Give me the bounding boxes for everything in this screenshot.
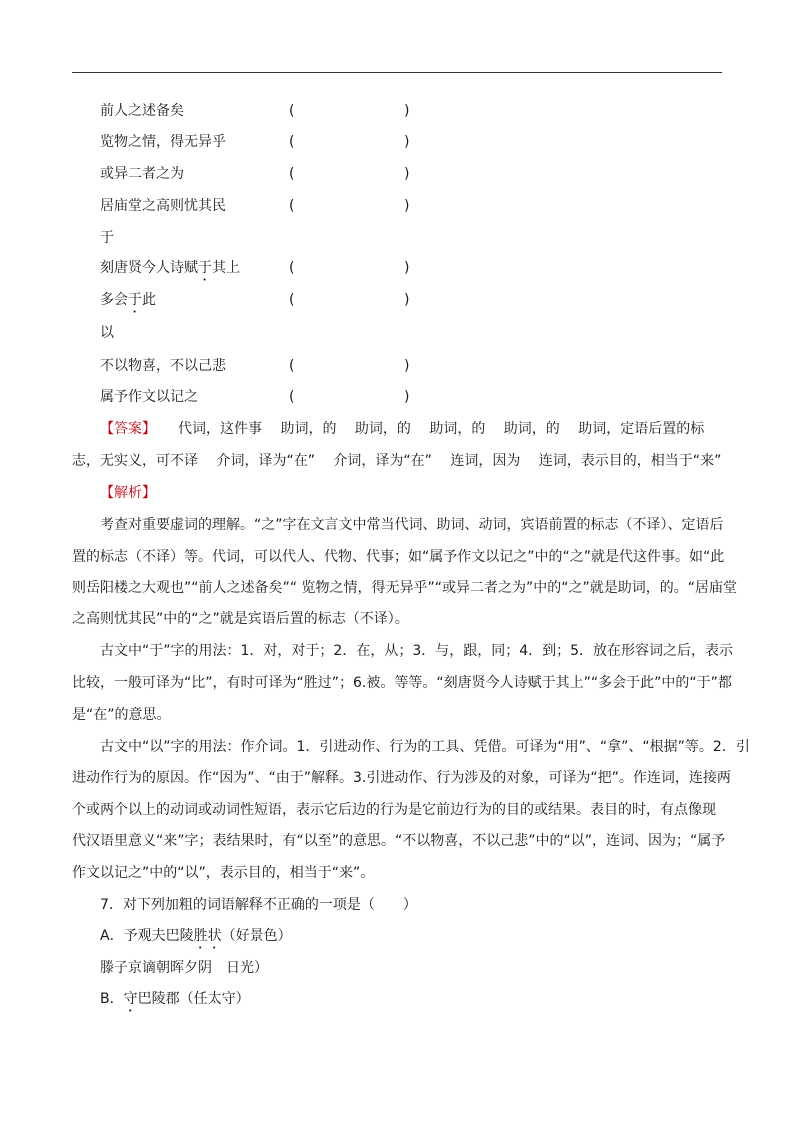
option-dotted-word: 守: [123, 991, 138, 1007]
option-dotted-word: 胜状: [193, 928, 222, 944]
analysis-p2-line: 古文中“于”字的用法：1．对，对于；2．在，从；3．与，跟，同；4．到；5．放在形容词之后，表示: [100, 643, 734, 659]
blank-close: ): [404, 358, 410, 374]
answer-text: 代词，这件事 助词，的 助词，的 助词，的 助词，的 助词，定语后置的标: [178, 421, 705, 437]
analysis-p3-line: 作文以记之”中的“以”，表示目的，相当于“来”。: [72, 865, 375, 881]
blank-open: (: [289, 358, 295, 374]
option-text: 巴陵郡（任太守）: [137, 991, 250, 1007]
item-dotted-char: 于: [128, 292, 142, 308]
analysis-p2-line: 比较，一般可译为“比”，有时可译为“胜过”；6.被。等等。“刻唐贤今人诗赋于其上”“多会于此”中的“于”都: [72, 675, 732, 691]
list-item: [100, 258, 240, 284]
option-b: [100, 989, 250, 1015]
item-text: 览物之情，得无异乎: [100, 134, 226, 150]
blank-open: (: [289, 166, 295, 182]
option-text: A．予观夫巴陵: [100, 928, 194, 944]
item-text: 或异二者之为: [100, 166, 184, 182]
group-heading: 以: [100, 325, 114, 341]
group-heading: 于: [100, 230, 114, 246]
blank-close: ): [404, 292, 410, 308]
item-text: 不以物喜，不以己悲: [100, 358, 226, 374]
item-dotted-char: 于: [198, 260, 212, 276]
list-item: [100, 101, 184, 121]
blank-open: (: [289, 292, 295, 308]
analysis-p2-line: 是“在”的意思。: [72, 707, 171, 723]
analysis-p3-line: 古文中“以”字的用法：作介词。1．引进动作、行为的工具、凭借。可译为“用”、“拿”、“根据”等。2．引: [100, 739, 750, 755]
analysis-p1-line: 置的标志（不译）等。代词，可以代人、代物、代事；如“属予作文以记之”中的“之”就是代这件事。如“此: [72, 549, 725, 565]
analysis-p3-line: 代汉语里意义“来”字；表结果时，有“以至”的意思。“不以物喜，不以己悲”中的“以”，连词、因为；“属予: [72, 833, 726, 849]
blank-close: ): [404, 166, 410, 182]
blank-open: (: [289, 389, 295, 405]
list-item: [100, 196, 226, 216]
item-text: 前人之述备矣: [100, 103, 184, 119]
item-text: 其上: [212, 260, 240, 276]
answer-line-1: [100, 419, 704, 439]
option-extra-line: 滕子京谪朝晖夕阴 日光）: [100, 960, 268, 976]
item-text: 刻唐贤今人诗赋: [100, 260, 198, 276]
option-text: （好景色）: [221, 928, 292, 944]
blank-open: (: [289, 260, 295, 276]
analysis-label: 【解析】: [100, 485, 156, 501]
analysis-p3-line: 个或两个以上的动词或动词性短语，表示它后边的行为是它前边行为的目的或结果。表目的时，有点像现: [72, 802, 716, 818]
blank-close: ): [404, 260, 410, 276]
list-item: [100, 290, 156, 316]
analysis-p1-line: 则岳阳楼之大观也”“前人之述备矣”“ 览物之情，得无异乎”“或异二者之为”中的“之”就是助词，的。“居庙堂: [72, 580, 737, 596]
question-stem: 7．对下列加粗的词语解释不正确的一项是（ ）: [100, 897, 417, 913]
item-text: 属予作文以记之: [100, 389, 198, 405]
analysis-p3-line: 进动作行为的原因。作“因为”、“由于”解释。3.引进动作、行为涉及的对象，可译为“把”。作连词，连接两: [72, 770, 731, 786]
list-item: [100, 132, 226, 152]
blank-open: (: [289, 134, 295, 150]
item-text: 此: [142, 292, 156, 308]
item-text: 居庙堂之高则忧其民: [100, 198, 226, 214]
list-item: [100, 387, 198, 407]
list-item: [100, 164, 184, 184]
header-rule: [72, 72, 722, 73]
blank-close: ): [404, 134, 410, 150]
option-a: [100, 926, 292, 952]
answer-label: 【答案】: [100, 421, 156, 437]
option-text: B．: [100, 991, 124, 1007]
item-text: 多会: [100, 292, 128, 308]
blank-close: ): [404, 198, 410, 214]
analysis-p1-line: 考查对重要虚词的理解。“之”字在文言文中常当代词、助词、动词，宾语前置的标志（不译）、定语后: [100, 517, 724, 533]
answer-line-2: 志，无实义，可不译 介词，译为“在” 介词，译为“在” 连词，因为 连词，表示目的，相当于“来”: [72, 453, 722, 469]
blank-open: (: [289, 198, 295, 214]
list-item: [100, 356, 226, 376]
blank-close: ): [404, 389, 410, 405]
blank-open: (: [289, 103, 295, 119]
analysis-p1-line: 之高则忧其民”中的“之”就是宾语后置的标志（不译）。: [72, 611, 409, 627]
blank-close: ): [404, 103, 410, 119]
